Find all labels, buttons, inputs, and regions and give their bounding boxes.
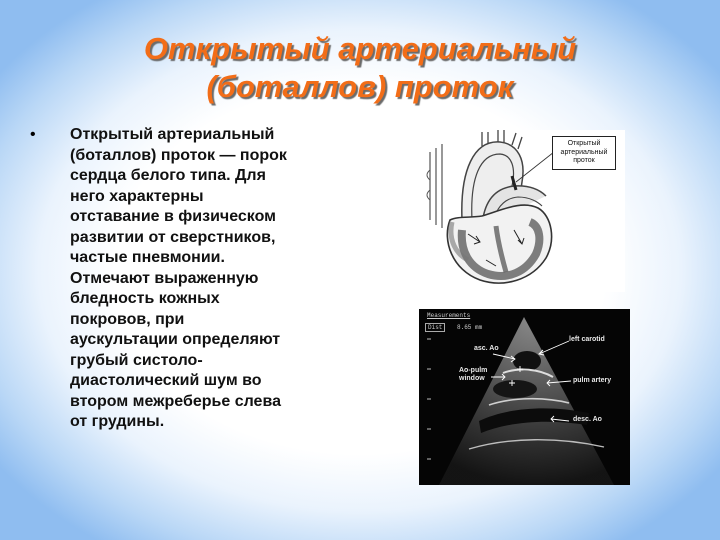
echocardiogram-image [419, 309, 630, 485]
body-line: частые пневмонии. [70, 249, 225, 266]
body-line: него характерны [70, 187, 204, 205]
body-line: Открытый артериальный [70, 126, 275, 143]
label-window: window [459, 375, 485, 382]
body-line: (боталлов) проток — порок [70, 146, 287, 164]
dist-value: 8.65 mm [457, 324, 483, 331]
title-line-2: (боталлов) проток [206, 69, 514, 104]
heart-diagram [422, 130, 625, 292]
body-line: сердца белого типа. Для [70, 167, 266, 184]
body-line: диастолический шум во [70, 372, 262, 389]
dist-label: Dist [425, 323, 445, 332]
body-line: грубый систоло- [70, 351, 203, 369]
body-line: аускультации определяют [70, 331, 281, 348]
title-line-1: Открытый артериальный [143, 31, 577, 66]
body-line: втором межреберье слева [70, 392, 281, 410]
ductus-label: Открытый артериальный проток [552, 136, 616, 170]
slide-title [60, 30, 660, 106]
measurements-header: Measurements [427, 312, 471, 319]
label-asc-ao: asc. Ao [474, 345, 499, 352]
label-desc-ao: desc. Ao [573, 416, 602, 423]
bullet-text [70, 125, 370, 433]
bullet-marker: • [30, 126, 36, 143]
label-pulm-artery: pulm artery [573, 377, 612, 384]
label-ao-pulm: Ao-pulm [459, 367, 488, 374]
body-line: бледность кожных [70, 290, 220, 307]
body-line: от грудины. [70, 413, 165, 430]
body-line: покровов, при [70, 310, 185, 328]
body-line: отставание в физическом [70, 208, 276, 225]
body-line: Отмечают выраженную [70, 269, 259, 287]
label-left-carotid: left carotid [569, 336, 605, 343]
body-line: развитии от сверстников, [70, 228, 276, 246]
